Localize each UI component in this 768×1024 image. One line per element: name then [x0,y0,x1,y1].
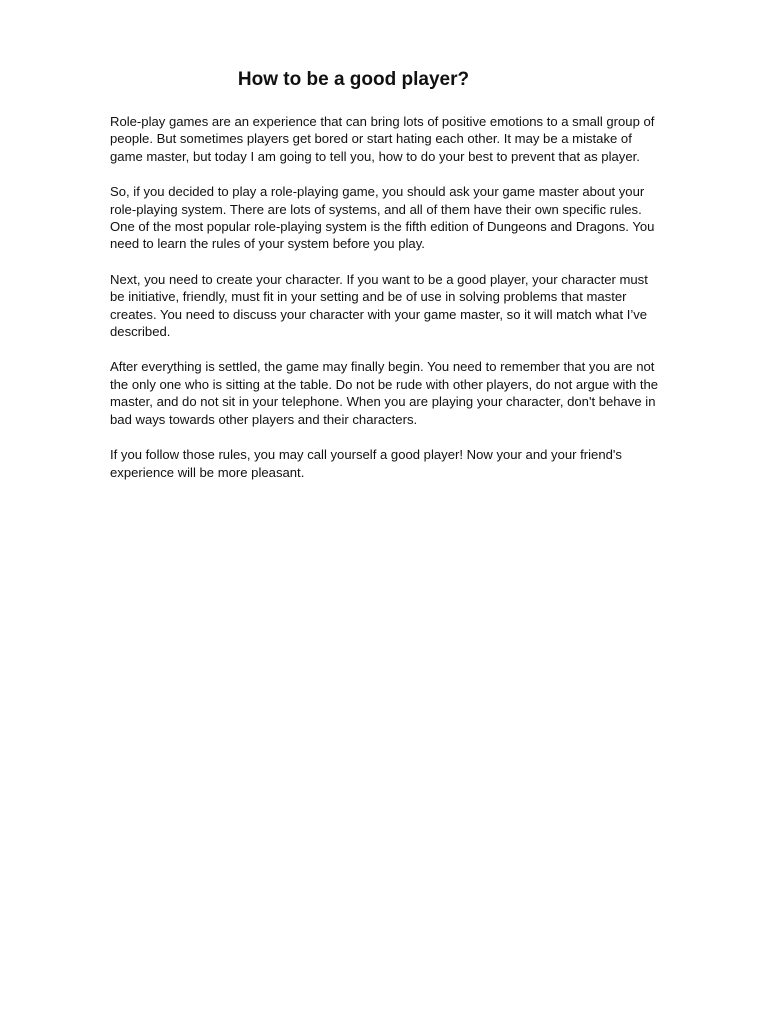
document-body [110,113,662,499]
paragraph-system: So, if you decided to play a role-playing game, you should ask your game master about your role-playing system. There are lots of systems, and all of them have their own specific rules. One of the most popular role-playing system is the fifth edition of Dungeons and Dragons. You need to learn the rules of your system before you play. [110,184,655,252]
paragraph-game: After everything is settled, the game may finally begin. You need to remember that you are not the only one who is sitting at the table. Do not be rude with other players, do not argue with the master, and do not sit in your telephone. When you are playing your character, don't behave in bad ways towards other players and their characters. [110,359,659,427]
document-title: How to be a good player? [237,69,470,90]
paragraph-intro: Role-play games are an experience that can bring lots of positive emotions to a small group of people. But sometimes players get bored or start hating each other. It may be a mistake of game master, but today I am going to tell you, how to do your best to prevent that as player. [110,114,655,164]
paragraph-conclusion: If you follow those rules, you may call yourself a good player! Now your and your friend's experience will be more pleasant. [110,447,622,480]
paragraph-character: Next, you need to create your character. If you want to be a good player, your character must be initiative, friendly, must fit in your setting and be of use in solving problems that master creates. You need to discuss your character with your game master, so it will match what I’ve described. [110,271,648,340]
